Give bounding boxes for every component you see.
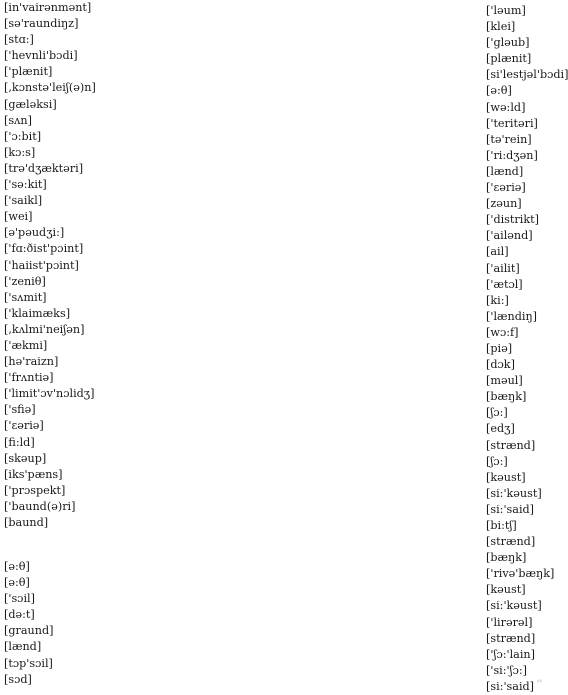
pronunciation-entry: [sə'raundiŋz] [4, 17, 79, 31]
pronunciation-entry: ['prɔspekt] [4, 483, 66, 497]
pronunciation-entry: [ə:θ] [4, 576, 30, 590]
pronunciation-entry: [,kʌlmi'neiʃən] [4, 322, 85, 336]
pronunciation-entry: ['plænit] [4, 65, 53, 79]
pronunciation-entry: [wei] [4, 210, 33, 224]
pronunciation-entry: ['ailit] [486, 261, 520, 275]
pronunciation-entry: [klei] [486, 20, 516, 34]
pronunciation-entry: [graund] [4, 624, 54, 638]
pronunciation-entry: [plænit] [486, 52, 532, 66]
pronunciation-entry: [bi:tʃ] [486, 519, 517, 532]
pronunciation-entry: [ki:] [486, 293, 509, 307]
left-column-bottom [4, 559, 53, 688]
pronunciation-entry: ['fɑ:ðist'pɔint] [4, 242, 84, 256]
pronunciation-entry: [sʌn] [4, 113, 32, 127]
pronunciation-entry: [dɔk] [486, 358, 515, 372]
pronunciation-entry: ['ailənd] [486, 229, 533, 243]
pronunciation-entry: ['ækmi] [4, 338, 48, 352]
pronunciation-entry: ['sʌmit] [4, 290, 47, 304]
pronunciation-entry: [baund] [4, 516, 49, 529]
pronunciation-entry: ['frʌntiə] [4, 371, 54, 385]
pronunciation-entry: [zəun] [486, 197, 522, 211]
pronunciation-entry: ['hevnli'bɔdi] [4, 49, 78, 63]
pronunciation-entry: ['εəriə] [486, 181, 526, 195]
pronunciation-entry: [bæŋk] [486, 390, 527, 404]
pronunciation-entry: ['si:'ʃɔ:] [486, 663, 528, 677]
pronunciation-entry: ['rivə'bæŋk] [486, 567, 555, 581]
pronunciation-entry: [strænd] [486, 438, 536, 452]
pronunciation-entry: [edʒ] [486, 422, 515, 436]
pronunciation-entry: ['gləub] [486, 36, 530, 50]
pronunciation-entry: [kɔ:s] [4, 145, 36, 159]
pronunciation-entry: [bæŋk] [486, 551, 527, 565]
pronunciation-entry: [si:'said] [486, 502, 535, 516]
pronunciation-entry: ['lændiŋ] [486, 309, 538, 323]
pronunciation-entry: ['distrikt] [486, 213, 539, 227]
pronunciation-entry: [sɔd] [4, 672, 32, 686]
pronunciation-entry: [ə'pəudʒi:] [4, 226, 65, 240]
pronunciation-entry: [piə] [486, 341, 513, 355]
pronunciation-entry: [ə:θ] [486, 84, 512, 98]
pronunciation-entry: ['sɔil] [4, 592, 35, 606]
pronunciation-entry: [wə:ld] [486, 100, 526, 114]
pronunciation-entry: [wɔ:f] [486, 325, 519, 339]
pronunciation-entry: ['lirərəl] [486, 615, 533, 629]
pronunciation-entry: ['teritəri] [486, 116, 538, 130]
pronunciation-entry: ['ʃɔ:'lain] [486, 647, 535, 661]
pronunciation-entry: [iks'pæns] [4, 467, 63, 481]
scan-mark: ⸗⸗ [537, 676, 543, 685]
pronunciation-entry: ['ri:dʒən] [486, 148, 538, 162]
pronunciation-entry: ['ləum] [486, 4, 526, 17]
pronunciation-entry: [tɔp'sɔil] [4, 656, 53, 670]
pronunciation-entry: ['klaimæks] [4, 306, 71, 320]
pronunciation-entry: [trə'dʒæktəri] [4, 161, 84, 175]
pronunciation-entry: ['limit'ɔv'nɔlidʒ] [4, 387, 95, 401]
left-column-top [4, 0, 96, 531]
pronunciation-entry: [si'lestjəl'bɔdi] [486, 68, 568, 82]
pronunciation-entry: [lænd] [4, 640, 42, 654]
pronunciation-entry: [ʃɔ:] [486, 454, 508, 468]
pronunciation-entry: ['sfiə] [4, 403, 36, 417]
pronunciation-entry: [kəust] [486, 470, 526, 484]
pronunciation-entry: [kəust] [486, 583, 526, 597]
pronunciation-entry: [lænd] [486, 164, 524, 178]
pronunciation-entry: ['haiist'pɔint] [4, 258, 79, 272]
pronunciation-entry: [məul] [486, 374, 523, 388]
pronunciation-entry: [in'vairənmənt] [4, 1, 92, 14]
pronunciation-entry: [ə:θ] [4, 560, 30, 573]
pronunciation-entry: [fi:ld] [4, 435, 35, 449]
pronunciation-entry: [strænd] [486, 535, 536, 549]
pronunciation-entry: [si:'kəust] [486, 486, 542, 500]
pronunciation-entry: [si:'kəust] [486, 599, 542, 613]
pronunciation-entry: ['baund(ə)ri] [4, 499, 76, 513]
right-column [486, 3, 568, 695]
pronunciation-entry: ['zeniθ] [4, 274, 46, 288]
pronunciation-entry: [gæləksi] [4, 97, 57, 111]
pronunciation-entry: [tə'rein] [486, 132, 532, 146]
pronunciation-entry: ['εəriə] [4, 419, 44, 433]
pronunciation-entry: ['ætɔl] [486, 277, 523, 291]
pronunciation-entry: [skəup] [4, 451, 47, 465]
pronunciation-entry: [strænd] [486, 631, 536, 645]
pronunciation-entry: ['sə:kit] [4, 178, 47, 192]
pronunciation-entry: [ʃɔ:] [486, 406, 508, 420]
pronunciation-entry: [stɑ:] [4, 33, 34, 47]
pronunciation-entry: ['ɔ:bit] [4, 129, 42, 143]
pronunciation-entry: [,kɔnstə'leiʃ(ə)n] [4, 81, 96, 95]
pronunciation-entry: [də:t] [4, 608, 35, 622]
pronunciation-entry: [si:'said] [486, 679, 535, 693]
pronunciation-entry: [ail] [486, 245, 509, 259]
pronunciation-entry: ['saikl] [4, 194, 43, 208]
pronunciation-entry: [hə'raizn] [4, 355, 59, 369]
